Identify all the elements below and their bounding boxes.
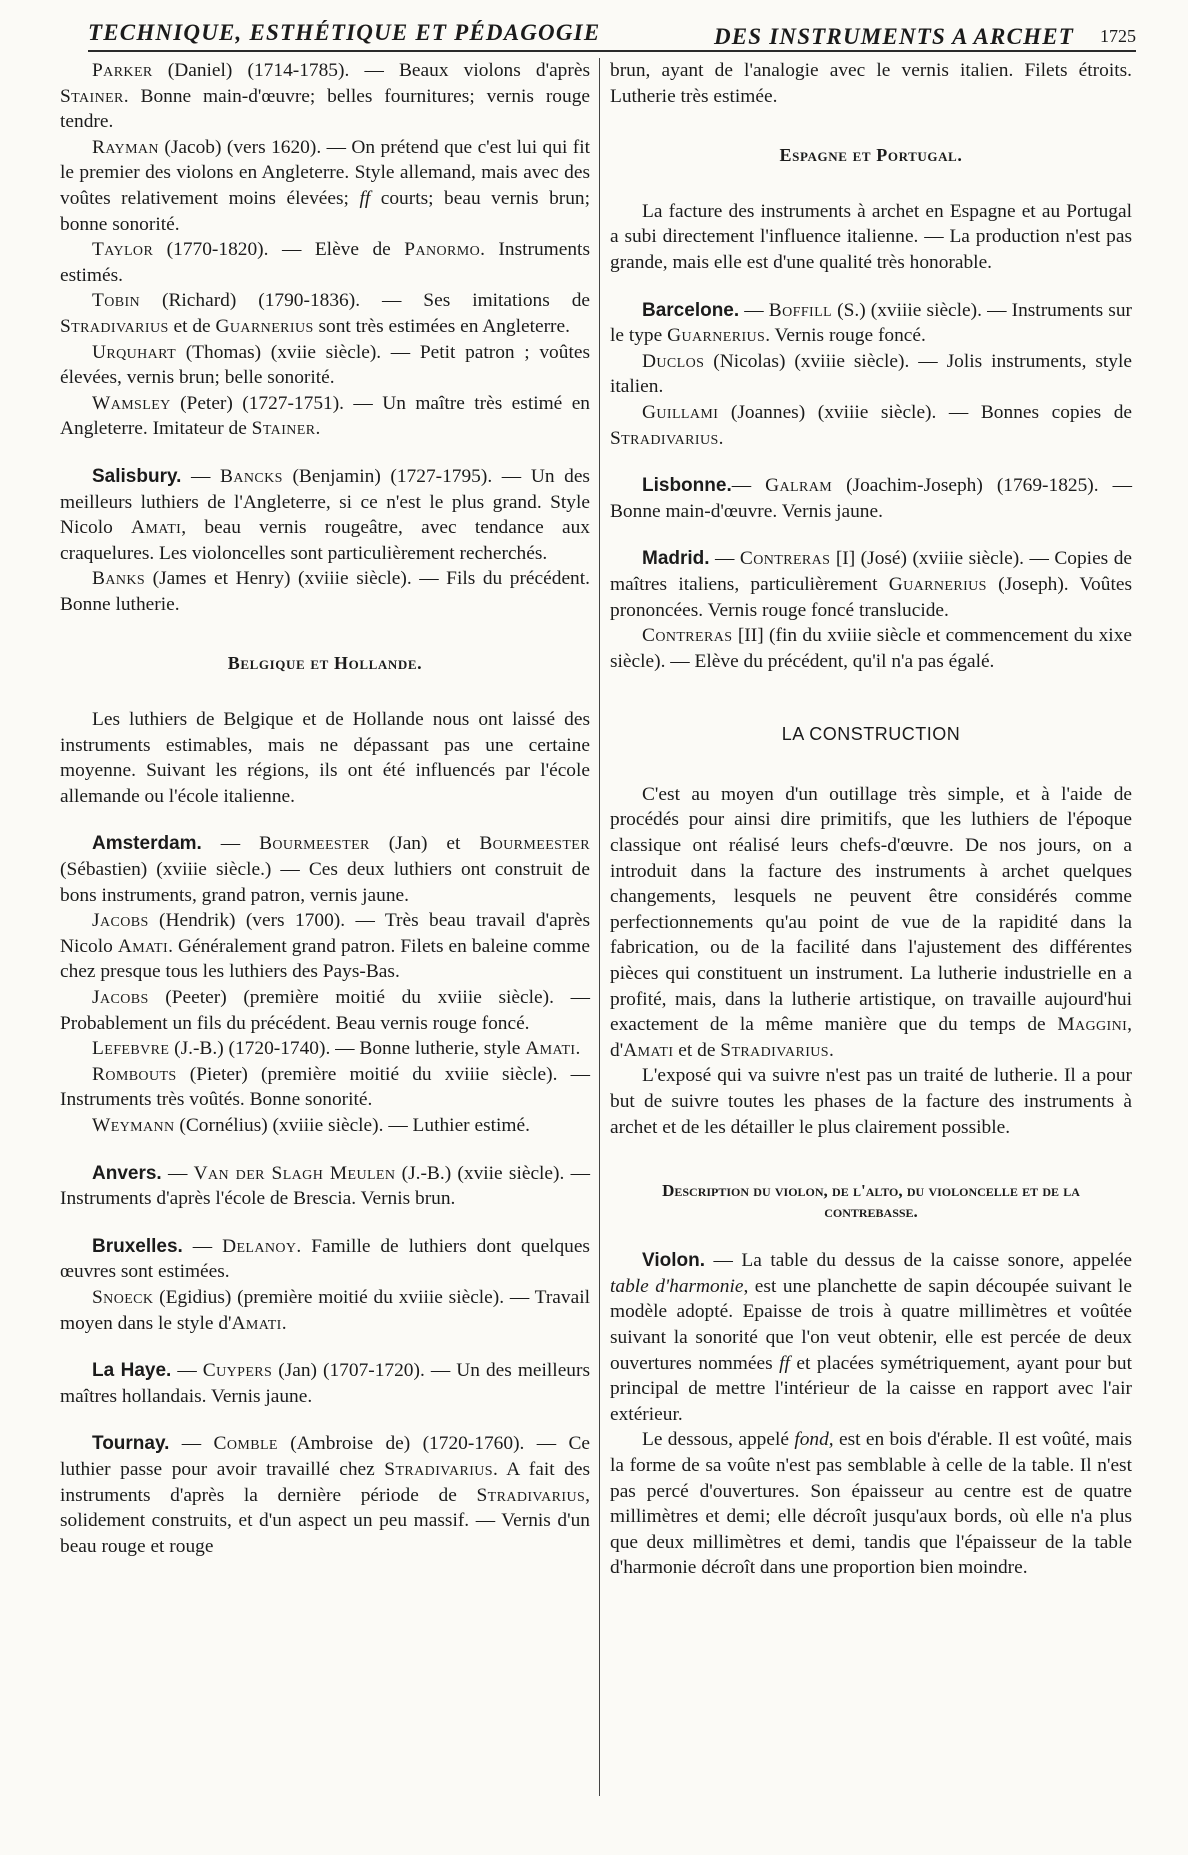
- entry-salisbury: Salisbury. — Bancks (Benjamin) (1727-1795). — Un des meilleurs luthiers de l'Angleterre, si ce n'est le plus grand. Style Nicolo Amati, beau vernis rougeâtre, avec tendance aux craquelures. Les violoncelles sont particulièrement recherchés.: [60, 465, 590, 564]
- entry-amsterdam: Amsterdam. — Bourmeester (Jan) et Bourmeester (Sébastien) (xviiie siècle.) — Ces deux luthiers ont construit de bons instruments, grand patron, vernis jaune.: [60, 833, 590, 906]
- city-name: Anvers.: [92, 1162, 162, 1184]
- luthier-name: Lefebvre: [92, 1038, 170, 1060]
- espagne-intro: La facture des instruments à archet en Espagne et au Portugal a subi directement l'influence italienne. — La production n'est pas grande, mais elle est d'une qualité très honorable.: [610, 200, 1132, 273]
- luthier-name: Rombouts: [92, 1063, 177, 1085]
- entry-jacobs-peeter: Jacobs (Peeter) (première moitié du xviiie siècle). — Probablement un fils du précédent. Beau vernis rouge foncé.: [60, 987, 590, 1034]
- entry-violon: Violon. — La table du dessus de la caisse sonore, appelée table d'harmonie, est une planchette de sapin découpée suivant le modèle adopté. Epaisse de trois à quatre millimètres et voûtée suivant la sonorité que l'on veut obtenir, elle est percée de deux ouvertures nommées ff et placées symétriquement, ayant pour but principal de mettre l'intérieur de la caisse en rapport avec l'air extérieur.: [610, 1250, 1132, 1425]
- entry-tournay: Tournay. — Comble (Ambroise de) (1720-1760). — Ce luthier passe pour avoir travaillé chez Stradivarius. A fait des instruments d'après la dernière période de Stradivarius, solidement construits, et d'un aspect un peu massif. — Vernis d'un beau rouge et rouge: [60, 1433, 590, 1557]
- luthier-name: Tobin: [92, 290, 141, 312]
- entry-rombouts: Rombouts (Pieter) (première moitié du xviiie siècle). — Instruments très voûtés. Bonne sonorité.: [60, 1063, 590, 1111]
- construction-paragraph-2: L'exposé qui va suivre n'est pas un traité de lutherie. Il a pour but de suivre toutes les phases de la facture des instruments à archet et de les détailler le plus clairement possible.: [610, 1065, 1132, 1138]
- right-column: [610, 58, 1132, 1581]
- running-header: [88, 18, 1136, 52]
- luthier-name: Parker: [92, 60, 153, 81]
- city-name: Madrid.: [642, 548, 710, 570]
- luthier-name: Wamsley: [92, 392, 171, 414]
- page-number: 1725: [1100, 26, 1136, 46]
- city-name: Salisbury.: [92, 465, 182, 487]
- header-left-title: TECHNIQUE, ESTHÉTIQUE ET PÉDAGOGIE: [88, 20, 601, 45]
- section-heading-belgique: Belgique et Hollande.: [227, 653, 423, 674]
- city-name: Lisbonne.: [642, 475, 732, 497]
- belgique-intro: Les luthiers de Belgique et de Hollande nous ont laissé des instruments estimables, mais ne dépassant pas une certaine moyenne. Suivant les régions, ils ont été influencés par l'école allemande ou l'école italienne.: [60, 709, 590, 807]
- luthier-name: Taylor: [92, 239, 154, 261]
- entry-guillami: Guillami (Joannes) (xviiie siècle). — Bonnes copies de Stradivarius.: [610, 401, 1132, 449]
- city-name: Amsterdam.: [92, 833, 202, 855]
- entry-jacobs-hendrik: Jacobs (Hendrik) (vers 1700). — Très beau travail d'après Nicolo Amati. Généralement grand patron. Filets en baleine comme chez presque tous les luthiers des Pays-Bas.: [60, 910, 590, 983]
- entry-duclos: Duclos (Nicolas) (xviiie siècle). — Jolis instruments, style italien.: [610, 350, 1132, 398]
- luthier-name: Banks: [92, 568, 146, 590]
- city-name: Barcelone.: [642, 299, 740, 321]
- section-heading-construction: LA CONSTRUCTION: [781, 724, 961, 745]
- luthier-name: Urquhart: [92, 341, 177, 363]
- entry-bruxelles: Bruxelles. — Delanoy. Famille de luthiers dont quelques œuvres sont estimées.: [60, 1235, 590, 1283]
- luthier-name: Duclos: [642, 350, 705, 372]
- city-name: Bruxelles.: [92, 1235, 183, 1257]
- city-name: Tournay.: [92, 1433, 170, 1455]
- left-column: [60, 58, 590, 1559]
- entry-anvers: Anvers. — Van der Slagh Meulen (J.-B.) (xviie siècle). — Instruments d'après l'école de Brescia. Vernis brun.: [60, 1162, 590, 1210]
- entry-tobin: Tobin (Richard) (1790-1836). — Ses imitations de Stradivarius et de Guarnerius sont très estimées en Angleterre.: [60, 290, 590, 337]
- entry-rayman: Rayman (Jacob) (vers 1620). — On prétend que c'est lui qui fit le premier des violons en Angleterre. Style allemand, mais avec des voûtes relativement moins élevées; ff courts; beau vernis brun; bonne sonorité.: [60, 136, 590, 235]
- entry-barcelone: Barcelone. — Boffill (S.) (xviiie siècle). — Instruments sur le type Guarnerius. Vernis rouge foncé.: [610, 299, 1132, 347]
- entry-banks: Banks (James et Henry) (xviiie siècle). — Fils du précédent. Bonne lutherie.: [60, 568, 590, 615]
- luthier-name: Snoeck: [92, 1286, 154, 1308]
- luthier-name: Weymann: [92, 1114, 175, 1136]
- entry-la-haye: La Haye. — Cuypers (Jan) (1707-1720). — Un des meilleurs maîtres hollandais. Vernis jaune.: [60, 1360, 591, 1407]
- luthier-name: Jacobs: [92, 987, 149, 1008]
- section-heading-description: Description du violon, de l'alto, du violoncelle et de la contrebasse.: [662, 1181, 1080, 1222]
- construction-paragraph-1: C'est au moyen d'un outillage très simple, et à l'aide de procédés pour ainsi dire primitifs, que les luthiers de l'époque classique ont réalisé leurs chefs-d'œuvre. De nos jours, on a introduit dans la facture des instruments à archet quelques changements, lesquels ne peuvent être considérés comme perfectionnements qu'au point de vue de la rapidité dans la fabrication, ou de la facilité dans l'ajustement des différentes pièces qui constituent un instrument. La lutherie industrielle en a profité, mais, dans la lutherie artistique, on travaille aujourd'hui exactement de la même manière que du temps de Maggini, d'Amati et de Stradivarius.: [610, 783, 1132, 1061]
- entry-taylor: Taylor (1770-1820). — Elève de Panormo. Instruments estimés.: [60, 239, 590, 286]
- entry-urquhart: Urquhart (Thomas) (xviie siècle). — Petit patron ; voûtes élevées, vernis brun; belle sonorité.: [60, 341, 590, 389]
- luthier-name: Guillami: [642, 401, 719, 423]
- tournay-continuation: brun, ayant de l'analogie avec le vernis italien. Filets étroits. Lutherie très estimée.: [610, 60, 1132, 107]
- luthier-name: Jacobs: [92, 910, 149, 932]
- luthier-name: Rayman: [92, 136, 159, 158]
- entry-weymann: Weymann (Cornélius) (xviiie siècle). — Luthier estimé.: [92, 1114, 530, 1136]
- entry-snoeck: Snoeck (Egidius) (première moitié du xviiie siècle). — Travail moyen dans le style d'Amati.: [60, 1286, 590, 1334]
- entry-lefebvre: Lefebvre (J.-B.) (1720-1740). — Bonne lutherie, style Amati.: [92, 1038, 581, 1060]
- entry-parker: Parker (Daniel) (1714-1785). — Beaux violons d'après Stainer. Bonne main-d'œuvre; belles fournitures; vernis rouge tendre.: [60, 60, 590, 133]
- column-divider: [599, 58, 600, 1796]
- term-heading: Violon.: [642, 1250, 705, 1272]
- entry-contreras-ii: Contreras [II] (fin du xviiie siècle et commencement du xixe siècle). — Elève du précédent, qu'il n'a pas égalé.: [610, 625, 1132, 672]
- header-right-title: DES INSTRUMENTS A ARCHET: [713, 24, 1074, 49]
- city-name: La Haye.: [92, 1360, 172, 1382]
- entry-madrid: Madrid. — Contreras [I] (José) (xviiie siècle). — Copies de maîtres italiens, particulièrement Guarnerius (Joseph). Voûtes prononcées. Vernis rouge foncé translucide.: [610, 548, 1133, 621]
- section-heading-espagne: Espagne et Portugal.: [779, 145, 963, 166]
- luthier-name: Contreras: [642, 625, 733, 647]
- entry-fond: Le dessous, appelé fond, est en bois d'érable. Il est voûté, mais la forme de sa voûte n'est pas semblable à celle de la table. Il n'est pas percé d'ouvertures. Son épaisseur au centre est de quatre millimètres et demi; elle décroît jusqu'aux bords, où elle n'a plus que deux millimètres et demi, tandis que l'épaisseur de la table d'harmonie décroît dans une proportion bien moindre.: [610, 1429, 1132, 1579]
- entry-lisbonne: Lisbonne.— Galram (Joachim-Joseph) (1769-1825). — Bonne main-d'œuvre. Vernis jaune.: [610, 475, 1132, 522]
- entry-wamsley: Wamsley (Peter) (1727-1751). — Un maître très estimé en Angleterre. Imitateur de Stainer.: [60, 392, 590, 440]
